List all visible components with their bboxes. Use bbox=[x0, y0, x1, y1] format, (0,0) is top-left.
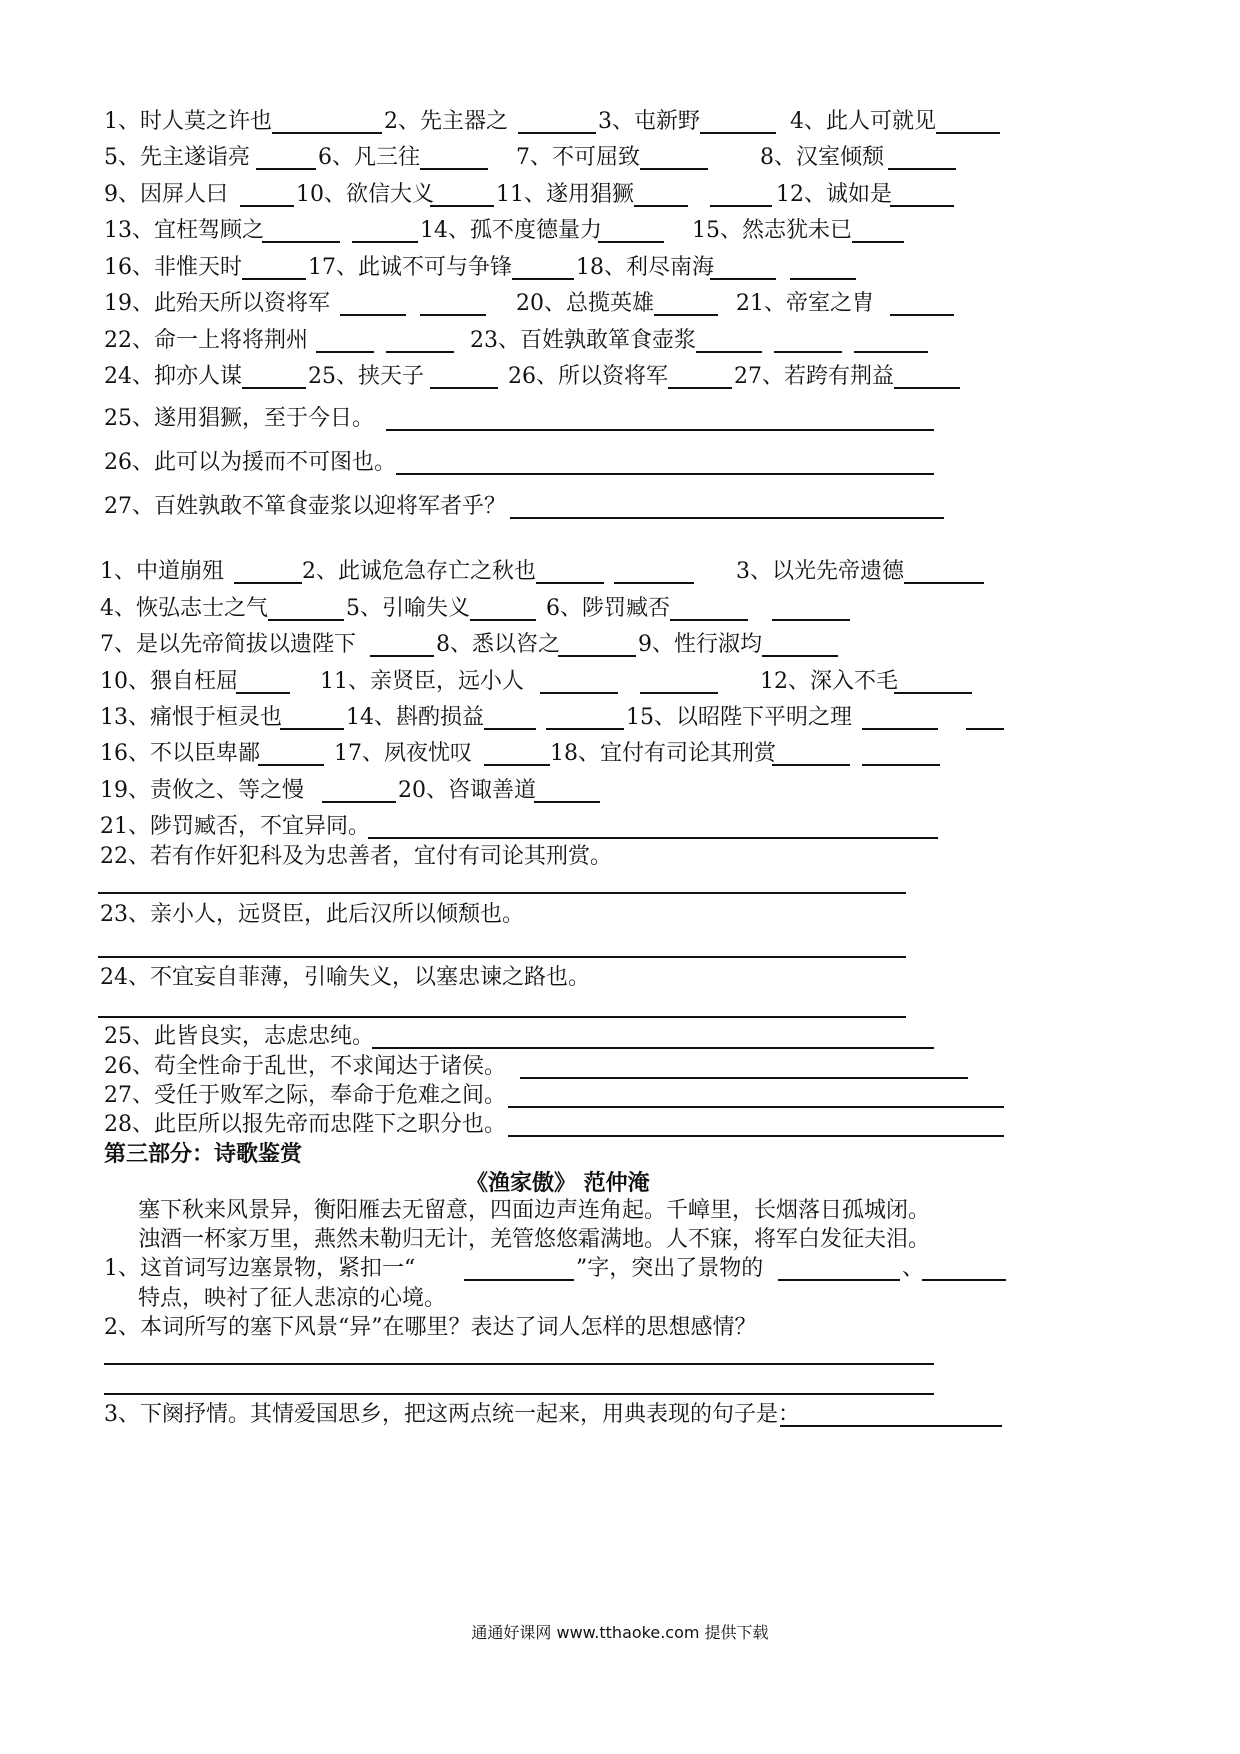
answer-blank[interactable] bbox=[778, 1279, 900, 1281]
term: 11、亲贤臣，远小人 bbox=[320, 669, 524, 694]
term: 18、宜付有司论其刑赏 bbox=[550, 741, 776, 766]
term: 10、欲信大义 bbox=[296, 182, 434, 207]
answer-blank[interactable] bbox=[272, 132, 382, 134]
translation-line[interactable] bbox=[98, 1016, 906, 1018]
answer-blank[interactable] bbox=[700, 132, 776, 134]
answer-blank[interactable] bbox=[894, 692, 972, 694]
answer-blank[interactable] bbox=[852, 241, 904, 243]
translation-line[interactable] bbox=[98, 956, 906, 958]
term: 2、先主器之 bbox=[384, 109, 508, 134]
term: 1、中道崩殂 bbox=[100, 559, 224, 584]
term: 1、时人莫之许也 bbox=[104, 109, 272, 134]
answer-blank[interactable] bbox=[670, 619, 748, 621]
answer-blank[interactable] bbox=[322, 801, 396, 803]
answer-blank[interactable] bbox=[484, 728, 536, 730]
question-text: ”字，突出了景物的 bbox=[576, 1256, 764, 1281]
translation-blank[interactable] bbox=[508, 1106, 1004, 1108]
term: 6、凡三往 bbox=[318, 145, 420, 170]
answer-blank[interactable] bbox=[430, 205, 494, 207]
sentence: 28、此臣所以报先帝而忠陛下之职分也。 bbox=[104, 1112, 506, 1137]
term: 16、不以臣卑鄙 bbox=[100, 741, 260, 766]
term: 13、宜枉驾顾之 bbox=[104, 218, 264, 243]
answer-blank[interactable] bbox=[236, 692, 290, 694]
answer-line[interactable] bbox=[104, 1363, 934, 1365]
term: 10、猥自枉屈 bbox=[100, 669, 238, 694]
term: 17、此诚不可与争锋 bbox=[308, 255, 512, 280]
answer-blank[interactable] bbox=[420, 168, 488, 170]
term: 2、此诚危急存亡之秋也 bbox=[302, 559, 536, 584]
answer-blank[interactable] bbox=[854, 351, 928, 353]
answer-blank[interactable] bbox=[890, 205, 954, 207]
term: 12、深入不毛 bbox=[760, 669, 898, 694]
translation-blank[interactable] bbox=[368, 837, 938, 839]
sentence: 25、此皆良实，志虑忠纯。 bbox=[104, 1024, 374, 1049]
answer-blank[interactable] bbox=[790, 278, 856, 280]
answer-blank[interactable] bbox=[256, 168, 316, 170]
poem-line: 塞下秋来风景异，衡阳雁去无留意，四面边声连角起。千嶂里，长烟落日孤城闭。 bbox=[138, 1198, 931, 1223]
translation-blank[interactable] bbox=[520, 1077, 968, 1079]
term: 26、所以资将军 bbox=[508, 364, 668, 389]
answer-blank[interactable] bbox=[546, 728, 624, 730]
answer-blank[interactable] bbox=[774, 351, 842, 353]
answer-blank[interactable] bbox=[420, 314, 486, 316]
answer-blank[interactable] bbox=[316, 351, 374, 353]
question-text: 、 bbox=[902, 1256, 925, 1281]
term: 7、是以先帝简拔以遗陛下 bbox=[100, 632, 356, 657]
term: 16、非惟天时 bbox=[104, 255, 242, 280]
term: 23、百姓孰敢箪食壶浆 bbox=[470, 328, 696, 353]
answer-line[interactable] bbox=[104, 1393, 934, 1395]
answer-blank[interactable] bbox=[640, 168, 708, 170]
term: 14、斟酌损益 bbox=[346, 705, 484, 730]
answer-blank[interactable] bbox=[772, 619, 850, 621]
sentence: 21、陟罚臧否，不宜异同。 bbox=[100, 814, 370, 839]
answer-blank[interactable] bbox=[484, 764, 550, 766]
term: 24、抑亦人谋 bbox=[104, 364, 242, 389]
answer-blank[interactable] bbox=[598, 241, 664, 243]
answer-blank[interactable] bbox=[890, 314, 954, 316]
term: 3、屯新野 bbox=[598, 109, 700, 134]
sentence: 22、若有作奸犯科及为忠善者，宜付有司论其刑赏。 bbox=[100, 844, 612, 869]
term: 17、夙夜忧叹 bbox=[334, 741, 472, 766]
translation-blank[interactable] bbox=[510, 517, 944, 519]
answer-blank[interactable] bbox=[280, 728, 344, 730]
term: 15、然志犹未已 bbox=[692, 218, 852, 243]
answer-blank[interactable] bbox=[518, 132, 596, 134]
answer-blank[interactable] bbox=[240, 205, 294, 207]
translation-line[interactable] bbox=[98, 892, 906, 894]
answer-blank[interactable] bbox=[710, 205, 772, 207]
question-text: 3、下阕抒情。其情爱国思乡，把这两点统一起来，用典表现的句子是： bbox=[104, 1402, 800, 1427]
answer-blank[interactable] bbox=[696, 351, 762, 353]
term: 3、以光先帝遗德 bbox=[736, 559, 904, 584]
term: 14、孤不度德量力 bbox=[420, 218, 602, 243]
answer-blank[interactable] bbox=[430, 387, 498, 389]
answer-blank[interactable] bbox=[536, 582, 604, 584]
term: 13、痛恨于桓灵也 bbox=[100, 705, 282, 730]
answer-blank[interactable] bbox=[634, 205, 688, 207]
answer-blank[interactable] bbox=[340, 314, 406, 316]
answer-blank[interactable] bbox=[614, 582, 694, 584]
translation-blank[interactable] bbox=[508, 1135, 1004, 1137]
answer-blank[interactable] bbox=[512, 278, 574, 280]
term: 22、命一上将将荆州 bbox=[104, 328, 308, 353]
answer-blank[interactable] bbox=[780, 1425, 1002, 1427]
term: 8、汉室倾颓 bbox=[760, 145, 884, 170]
term: 12、诚如是 bbox=[776, 182, 892, 207]
answer-blank[interactable] bbox=[258, 764, 324, 766]
answer-blank[interactable] bbox=[370, 655, 434, 657]
term: 27、若跨有荆益 bbox=[734, 364, 894, 389]
answer-blank[interactable] bbox=[862, 764, 940, 766]
answer-blank[interactable] bbox=[772, 764, 850, 766]
term: 15、以昭陛下平明之理 bbox=[626, 705, 852, 730]
poem-title-text: 《渔家傲》 范仲淹 bbox=[466, 1170, 650, 1196]
answer-blank[interactable] bbox=[558, 655, 636, 657]
term: 7、不可屈致 bbox=[516, 145, 640, 170]
term: 20、咨诹善道 bbox=[398, 778, 536, 803]
term: 18、利尽南海 bbox=[576, 255, 714, 280]
section-heading-text: 第三部分：诗歌鉴赏 bbox=[104, 1141, 303, 1167]
term: 20、总揽英雄 bbox=[516, 291, 654, 316]
term: 19、此殆天所以资将军 bbox=[104, 291, 330, 316]
term: 11、遂用猖獗 bbox=[496, 182, 634, 207]
term: 9、性行淑均 bbox=[638, 632, 762, 657]
sentence: 27、百姓孰敢不箪食壶浆以迎将军者乎？ bbox=[104, 494, 506, 519]
answer-blank[interactable] bbox=[242, 387, 306, 389]
answer-blank[interactable] bbox=[936, 132, 1000, 134]
translation-blank[interactable] bbox=[396, 473, 934, 475]
answer-blank[interactable] bbox=[268, 619, 344, 621]
term: 9、因屏人曰 bbox=[104, 182, 228, 207]
term: 19、责攸之、等之慢 bbox=[100, 778, 304, 803]
question-text: 特点，映衬了征人悲凉的心境。 bbox=[138, 1286, 447, 1311]
sentence: 24、不宜妄自菲薄，引喻失义，以塞忠谏之路也。 bbox=[100, 965, 590, 990]
sentence: 26、此可以为援而不可图也。 bbox=[104, 450, 396, 475]
answer-blank[interactable] bbox=[762, 655, 838, 657]
answer-blank[interactable] bbox=[352, 241, 418, 243]
poem-line: 浊酒一杯家万里，燕然未勒归无计，羌管悠悠霜满地。人不寐，将军白发征夫泪。 bbox=[138, 1227, 931, 1252]
answer-blank[interactable] bbox=[894, 387, 960, 389]
footer-text: 通通好课网 www.tthaoke.com 提供下载 bbox=[471, 1623, 769, 1642]
answer-blank[interactable] bbox=[470, 619, 536, 621]
sentence: 25、遂用猖獗，至于今日。 bbox=[104, 406, 374, 431]
answer-blank[interactable] bbox=[242, 278, 306, 280]
sentence: 26、苟全性命于乱世，不求闻达于诸侯。 bbox=[104, 1054, 506, 1079]
answer-blank[interactable] bbox=[386, 351, 454, 353]
answer-blank[interactable] bbox=[862, 728, 938, 730]
term: 8、悉以咨之 bbox=[436, 632, 560, 657]
term: 21、帝室之胄 bbox=[736, 291, 874, 316]
answer-blank[interactable] bbox=[904, 582, 984, 584]
translation-blank[interactable] bbox=[386, 429, 934, 431]
sentence: 23、亲小人，远贤臣，此后汉所以倾颓也。 bbox=[100, 902, 524, 927]
answer-blank[interactable] bbox=[262, 241, 340, 243]
answer-blank[interactable] bbox=[668, 387, 732, 389]
answer-blank[interactable] bbox=[540, 692, 618, 694]
term: 4、恢弘志士之气 bbox=[100, 596, 268, 621]
term: 4、此人可就见 bbox=[790, 109, 936, 134]
term: 6、陟罚臧否 bbox=[546, 596, 670, 621]
answer-blank[interactable] bbox=[534, 801, 600, 803]
answer-blank[interactable] bbox=[710, 278, 776, 280]
answer-blank[interactable] bbox=[234, 582, 302, 584]
term: 25、挟天子 bbox=[308, 364, 424, 389]
sentence: 27、受任于败军之际，奉命于危难之间。 bbox=[104, 1083, 506, 1108]
translation-blank[interactable] bbox=[372, 1047, 934, 1049]
answer-blank[interactable] bbox=[966, 728, 1004, 730]
term: 5、引喻失义 bbox=[346, 596, 470, 621]
answer-blank[interactable] bbox=[640, 692, 718, 694]
answer-blank[interactable] bbox=[464, 1279, 574, 1281]
answer-blank[interactable] bbox=[922, 1279, 1006, 1281]
question-text: 1、这首词写边塞景物，紧扣一“ bbox=[104, 1256, 416, 1281]
term: 5、先主遂诣亮 bbox=[104, 145, 250, 170]
answer-blank[interactable] bbox=[654, 314, 718, 316]
question-text: 2、本词所写的塞下风景“异”在哪里？表达了词人怎样的思想感情？ bbox=[104, 1315, 757, 1340]
answer-blank[interactable] bbox=[888, 168, 956, 170]
